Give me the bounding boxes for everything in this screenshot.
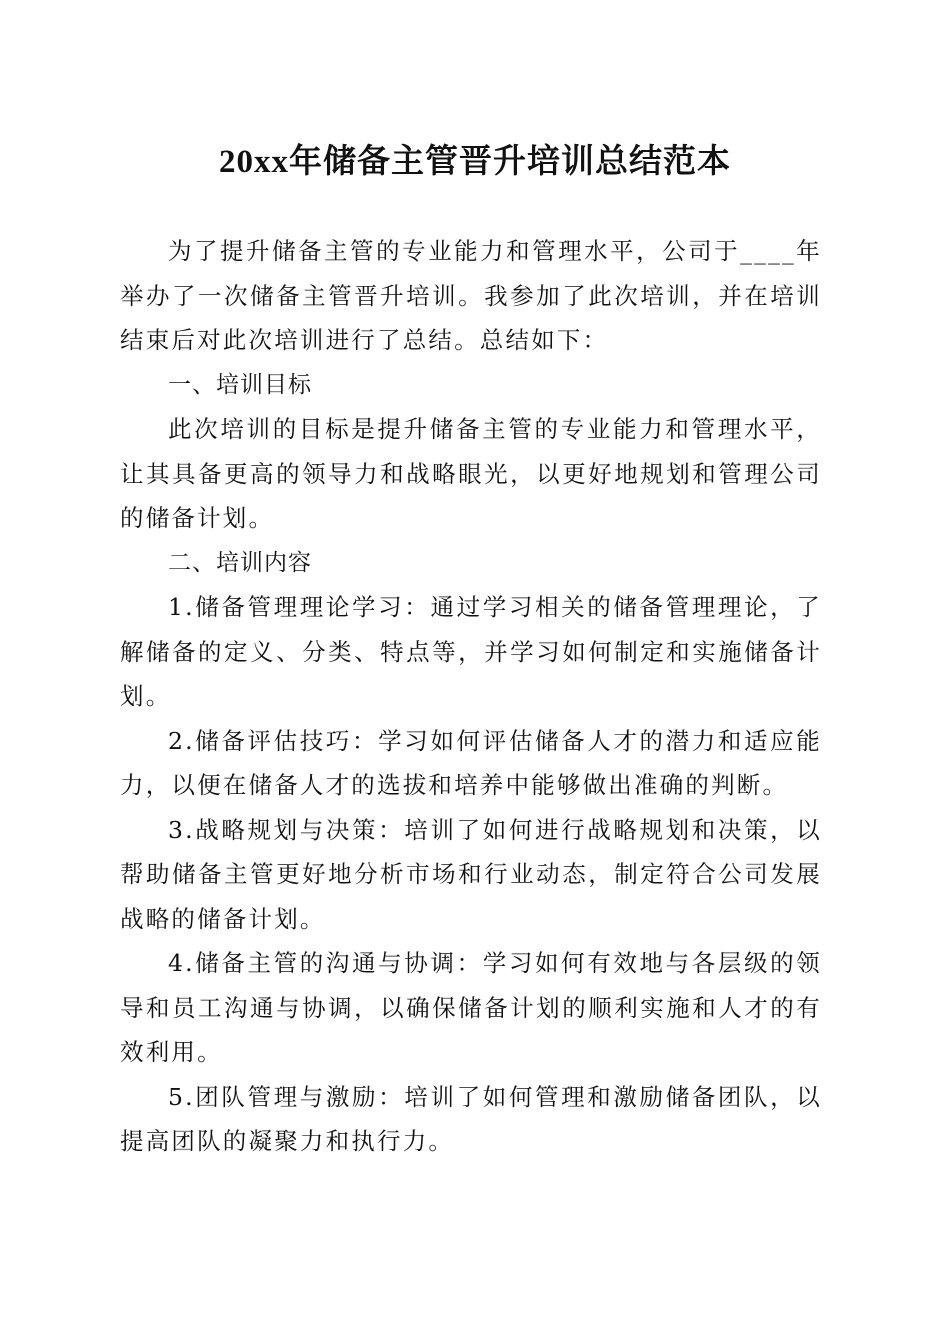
content-item-3: 3.战略规划与决策：培训了如何进行战略规划和决策，以帮助储备主管更好地分析市场和行业动态，制定符合公司发展战略的储备计划。	[120, 815, 822, 933]
intro-paragraph: 为了提升储备主管的专业能力和管理水平，公司于____年举办了一次储备主管晋升培训。我参加了此次培训，并在培训结束后对此次培训进行了总结。总结如下：	[120, 237, 822, 354]
document-title: 20xx年储备主管晋升培训总结范本	[219, 144, 731, 180]
goal-paragraph: 此次培训的目标是提升储备主管的专业能力和管理水平，让其具备更高的领导力和战略眼光，以更好地规划和管理公司的储备计划。	[120, 415, 822, 532]
section-heading-goal: 一、培训目标	[168, 371, 312, 398]
document-body	[120, 229, 822, 1164]
content-item-4: 4.储备主管的沟通与协调：学习如何有效地与各层级的领导和员工沟通与协调，以确保储备计划的顺利实施和人才的有效利用。	[120, 949, 822, 1066]
content-item-2: 2.储备评估技巧：学习如何评估储备人才的潜力和适应能力，以便在储备人才的选拔和培养中能够做出准确的判断。	[120, 726, 822, 799]
content-item-1: 1.储备管理理论学习：通过学习相关的储备管理理论，了解储备的定义、分类、特点等，并学习如何制定和实施储备计划。	[120, 593, 822, 710]
content-item-5: 5.团队管理与激励：培训了如何管理和激励储备团队，以提高团队的凝聚力和执行力。	[120, 1082, 822, 1155]
section-heading-content: 二、培训内容	[168, 549, 312, 576]
